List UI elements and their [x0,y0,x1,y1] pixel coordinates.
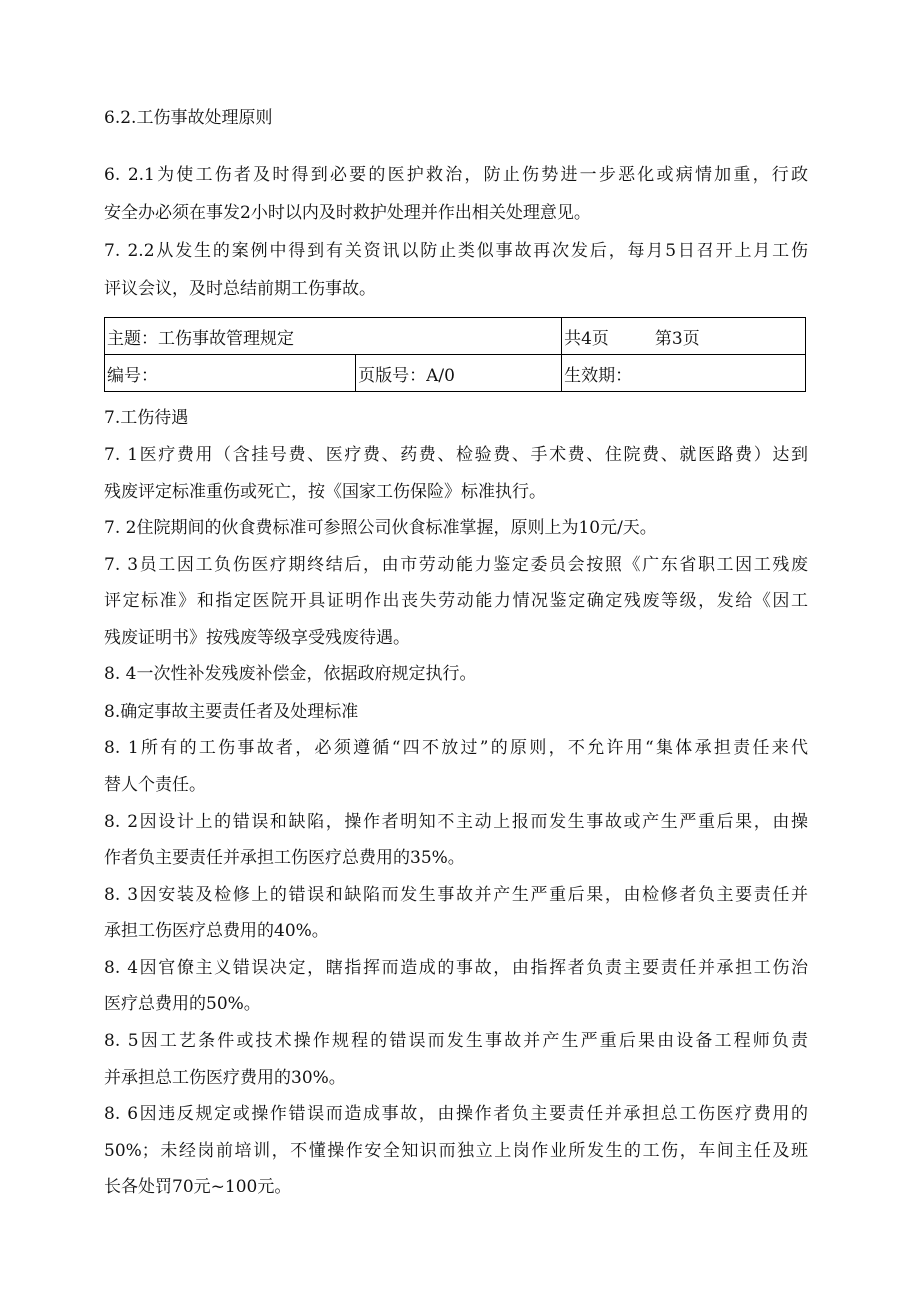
item-8-6-line-3: 长各处罚70元~100元。 [104,1177,292,1197]
item-8-6-line-2: 50%；未经岗前培训，不懂操作安全知识而独立上岗作业所发生的工伤，车间主任及班 [104,1141,808,1161]
section-6-2-heading: 6.2.工伤事故处理原则 [104,108,273,128]
item-7-2-line-1: 7. 2住院期间的伙食费标准可参照公司伙食标准掌握，原则上为10元/天。 [104,518,657,538]
number-cell: 编号： [105,355,356,392]
item-7-3-line-3: 残废证明书》按残废等级享受残废待遇。 [104,628,410,648]
item-8-5-line-2: 并承担总工伤医疗费用的30%。 [104,1068,346,1088]
total-pages: 共4页 [564,328,609,349]
item-7-3-line-2: 评定标准》和指定医院开具证明作出丧失劳动能力情况鉴定确定残废等级，发给《因工 [104,591,808,611]
document-header-table [104,317,806,392]
header-row-1 [105,318,806,355]
item-8-2-line-2: 作者负主要责任并承担工伤医疗总费用的35%。 [104,848,465,868]
item-8-4-line-1: 8. 4因官僚主义错误决定，瞎指挥而造成的事故，由指挥者负责主要责任并承担工伤治 [104,958,808,978]
paragraph-6-2-2-line-1: 7. 2.2从发生的案例中得到有关资讯以防止类似事故再次发后，每月5日召开上月工伤 [104,241,808,261]
item-8-4-line-2: 医疗总费用的50%。 [104,994,261,1014]
item-7-3-line-1: 7. 3员工因工负伤医疗期终结后，由市劳动能力鉴定委员会按照《广东省职工因工残废 [104,555,808,575]
item-8-6-line-1: 8. 6因违反规定或操作错误而造成事故，由操作者负主要责任并承担总工伤医疗费用的 [104,1104,808,1124]
item-8-3-line-2: 承担工伤医疗总费用的40%。 [104,921,329,941]
header-row-2 [105,355,806,392]
item-8-1-line-2: 替人个责任。 [104,775,206,795]
paragraph-6-2-1-line-1: 6. 2.1为使工伤者及时得到必要的医护救治，防止伤势进一步恶化或病情加重，行政 [104,165,808,185]
effective-date-cell: 生效期： [562,355,806,392]
paragraph-6-2-2-line-2: 评议会议，及时总结前期工伤事故。 [104,279,376,299]
paragraph-6-2-1-line-2: 安全办必须在事发2小时以内及时救护处理并作出相关处理意见。 [104,203,591,223]
item-8-5-line-1: 8. 5因工艺条件或技术操作规程的错误而发生事故并产生严重后果由设备工程师负责 [104,1031,808,1051]
item-7-1-line-2: 残废评定标准重伤或死亡，按《国家工伤保险》标准执行。 [104,482,546,502]
section-8-heading: 8.确定事故主要责任者及处理标准 [104,702,359,722]
current-page: 第3页 [654,328,700,349]
section-7-heading: 7.工伤待遇 [104,408,189,428]
page-count-cell [562,318,806,355]
item-7-4-line-1: 8. 4一次性补发残废补偿金，依据政府规定执行。 [104,664,477,684]
item-8-1-line-1: 8. 1所有的工伤事故者，必须遵循“四不放过”的原则，不允许用“集体承担责任来代 [104,738,808,758]
version-cell: 页版号：A/0 [356,355,562,392]
item-7-1-line-1: 7. 1医疗费用（含挂号费、医疗费、药费、检验费、手术费、住院费、就医路费）达到 [104,445,808,465]
item-8-2-line-1: 8. 2因设计上的错误和缺陷，操作者明知不主动上报而发生事故或产生严重后果，由操 [104,812,808,832]
item-8-3-line-1: 8. 3因安装及检修上的错误和缺陷而发生事故并产生严重后果，由检修者负主要责任并 [104,885,808,905]
subject-cell: 主题：工伤事故管理规定 [105,318,562,355]
